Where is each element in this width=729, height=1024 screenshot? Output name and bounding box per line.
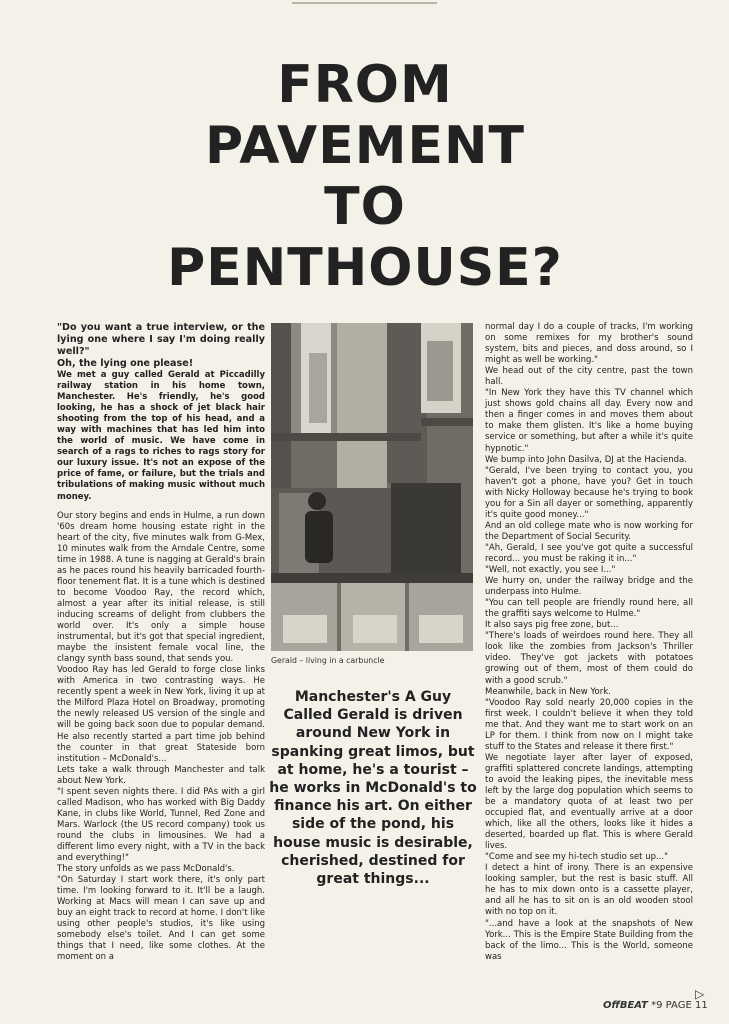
paragraph: "Ah, Gerald, I see you've got quite a successful record... you must be raking it in..." <box>485 542 693 564</box>
column-right <box>485 322 693 963</box>
intro-question: "Do you want a true interview, or the lying one where I say I'm doing really well?" <box>57 322 265 357</box>
magazine-brand: OffBEAT <box>603 1000 648 1011</box>
top-rule <box>292 2 437 4</box>
paragraph: Voodoo Ray has led Gerald to forge close links with America in two contrasting ways. He recently spent a week in New York, living it up at the Milford Plaza Hotel on Broadway, promoting the newly released US version of the single and will be going back soon due to popular demand. He also recently started a part time job behind the counter in that great Stateside born institution – McDonald's... <box>57 665 265 764</box>
paragraph: Lets take a walk through Manchester and talk about New York. <box>57 764 265 786</box>
page-footer <box>603 987 708 1011</box>
headline <box>150 55 580 299</box>
paragraph: "You can tell people are friendly round here, all the graffiti says welcome to Hulme." <box>485 598 693 620</box>
headline-line-1: FROM <box>277 55 453 115</box>
paragraph: "...and have a look at the snapshots of New York... This is the Empire State Building from the back of the limo... This is the World, someone was <box>485 918 693 962</box>
page-number: 11 <box>694 1000 708 1011</box>
continue-arrow-icon: ▷ <box>695 987 705 1001</box>
column-left <box>57 322 265 963</box>
paragraph: We bump into John Dasilva, DJ at the Hacienda. <box>485 454 687 465</box>
paragraph: Our story begins and ends in Hulme, a run down '60s dream home housing estate right in the heart of the city, five minutes walk from G-Mex, 10 minutes walk from the Arndale Centre, some time in 1988. A tune is nagging at Gerald's brain as he paces round his heavily barricaded fourth-floor tenement flat. It is a tune which is destined to become Voodoo Ray, the record which, almost a year after its initial release, is still inducing screams of delight from clubbers the world over. It's only a simple house instrumental, but it's got that special ingredient, maybe the insistent female vocal line, the clangy synth bass sound, that sends you. <box>57 510 265 665</box>
page-label: PAGE <box>665 1000 692 1011</box>
paragraph: We head out of the city centre, past the town hall. <box>485 366 693 388</box>
paragraph: "Voodoo Ray sold nearly 20,000 copies in the first week. I couldn't believe it when they told me that. And they want me to start work on an LP for them. I think from now on I might take stuff to the States and release it there first." <box>485 697 693 752</box>
photo-caption: Gerald – living in a carbuncle <box>271 656 385 665</box>
paragraph: We negotiate layer after layer of exposed, graffiti splattered concrete landings, attempting to avoid the leaking pipes, the inevitable mess left by the large dog population which seems to be a mandatory quota of at least two per occupied flat, and eventually arrive at a door which, like all the others, looks like it hides a deserted, boarded up flat. This is where Gerald lives. <box>485 752 693 852</box>
paragraph: It also says pig free zone, but... <box>485 620 619 631</box>
paragraph: "Gerald, I've been trying to contact you, you haven't got a phone, have you? Get in touch with Nicky Holloway because he's trying to book you for a Sin all dayer or something, apparently it's quite good money..." <box>485 465 693 520</box>
paragraph: "I spent seven nights there. I did PAs with a girl called Madison, who has worked with Big Daddy Kane, in clubs like World, Tunnel, Red Zone and Mars. Warlock (the US record company) took us round the clubs in limousines. We had a different limo every night, with a TV in the back and everything!" <box>57 786 265 864</box>
paragraph: "There's loads of weirdoes round here. They all look like the zombies from Jackson's Thriller video. They've got jackets with potatoes growing out of them, most of them could do with a good scrub." <box>485 631 693 686</box>
paragraph: The story unfolds as we pass McDonald's. <box>57 864 235 875</box>
headline-line-2: PAVEMENT <box>204 116 526 176</box>
paragraph: "Come and see my hi-tech studio set up..." <box>485 852 668 863</box>
paragraph: I detect a hint of irony. There is an expensive looking sampler, but the rest is basic stuff. All he has to mix down onto is a cassette player, and all he has to sit on is an old wooden stool with no top on it. <box>485 863 693 918</box>
intro-body: We met a guy called Gerald at Piccadilly railway station in his home town, Manchester. He's friendly, he's good looking, he has a shock of jet black hair shooting from the top of his head, and a way with machines that has led him into the world of music. We have come in search of a rags to riches to rags story for our luxury issue. It's not an expose of the price of fame, or failure, but the trials and tribulations of making music without much money. <box>57 370 265 502</box>
paragraph: We hurry on, under the railway bridge and the underpass into Hulme. <box>485 576 693 598</box>
headline-line-3: TO <box>324 177 406 237</box>
paragraph: "In New York they have this TV channel which just shows gold chains all day. Every now and then a finger comes in and moves them about to make them glisten. It's like a home buying service or something, but after a while it's quite hypnotic." <box>485 388 693 454</box>
pull-quote: Manchester's A Guy Called Gerald is driven around New York in spanking great limos, but at home, he's a tourist – he works in McDonald's to finance his art. On either side of the pond, his house music is desirable, cherished, destined for great things... <box>269 689 477 888</box>
photo-gerald-balcony <box>271 323 473 651</box>
paragraph: "On Saturday I start work there, it's only part time. I'm looking forward to it. It'll be a laugh. Working at Macs will mean I can save up and buy an eight track to record at home. I don't like using other people's studios, it's like using somebody else's toilet. And I can get some things that I need, like some clothes. At the moment on a <box>57 875 265 963</box>
intro-answer: Oh, the lying one please! <box>57 358 194 369</box>
issue-number: *9 <box>651 1000 663 1011</box>
paragraph: "Well, not exactly, you see I..." <box>485 565 616 576</box>
paragraph: normal day I do a couple of tracks, I'm working on some remixes for my brother's sound system, bits and pieces, and doss around, so I might as well be working." <box>485 322 693 366</box>
headline-line-4: PENTHOUSE? <box>167 238 563 298</box>
paragraph: Meanwhile, back in New York. <box>485 686 611 697</box>
paragraph: And an old college mate who is now working for the Department of Social Security. <box>485 520 693 542</box>
